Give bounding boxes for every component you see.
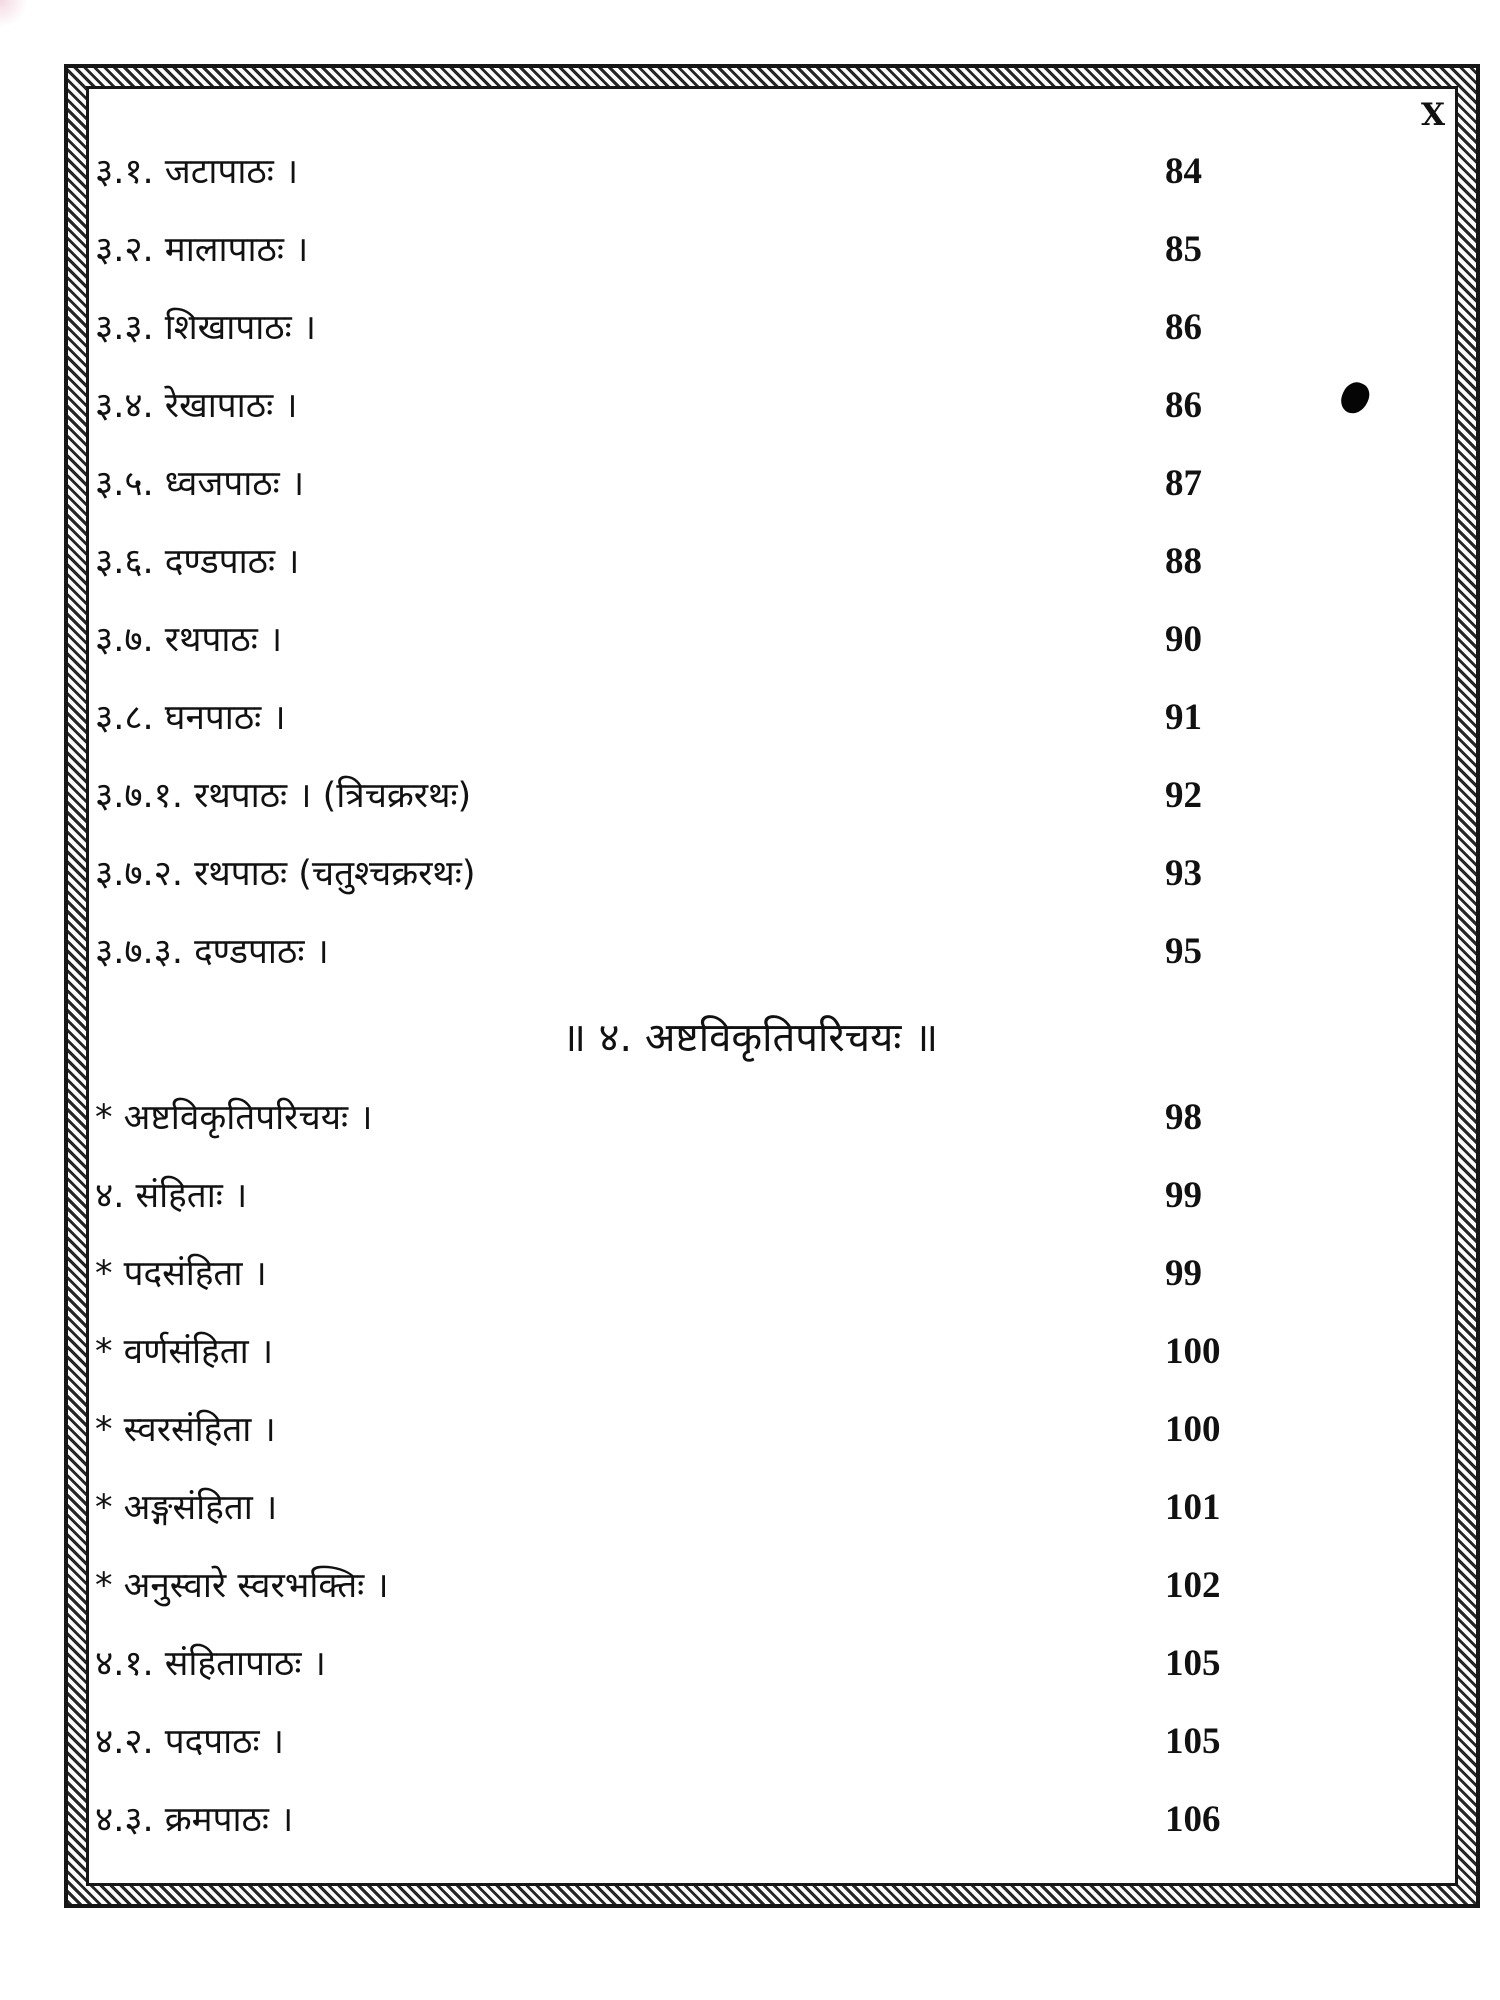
- toc-entry-page: 102: [1165, 1565, 1221, 1606]
- toc-entry-page: 101: [1165, 1487, 1221, 1528]
- toc-entry-label: ३.७.१. रथपाठः । (त्रिचक्ररथः): [95, 776, 472, 816]
- toc-entry-page: 86: [1165, 385, 1202, 426]
- toc-entry-page: 105: [1165, 1643, 1221, 1684]
- toc-entry-label: ३.७. रथपाठः ।: [95, 620, 283, 660]
- toc-entry-label: * अष्टविकृतिपरिचयः ।: [95, 1098, 373, 1138]
- toc-entry: [95, 142, 1395, 202]
- toc-entry-page: 87: [1165, 463, 1202, 504]
- toc-entry: [95, 844, 1395, 904]
- toc-entry-page: 100: [1165, 1331, 1221, 1372]
- toc-entry-label: ४.१. संहितापाठः ।: [95, 1644, 326, 1684]
- toc-entry: [95, 1166, 1395, 1226]
- toc-entry-label: ३.५. ध्वजपाठः ।: [95, 464, 305, 504]
- toc-entry-page: 99: [1165, 1175, 1202, 1216]
- toc-entry: [95, 454, 1395, 514]
- toc-entry: [95, 1634, 1395, 1694]
- toc-entry: [95, 1244, 1395, 1304]
- toc-entry: [95, 610, 1395, 670]
- toc-entry-label: ३.३. शिखापाठः ।: [95, 308, 317, 348]
- toc-entry-label: ४.३. क्रमपाठः ।: [95, 1800, 294, 1840]
- toc-entry-label: * पदसंहिता ।: [95, 1254, 267, 1294]
- toc-entry-page: 91: [1165, 697, 1202, 738]
- toc-entry-page: 88: [1165, 541, 1202, 582]
- toc-entry-label: ३.७.२. रथपाठः (चतुश्चक्ररथः): [95, 854, 476, 894]
- toc-entry-page: 86: [1165, 307, 1202, 348]
- toc-entry: [95, 1478, 1395, 1538]
- toc-entry-page: 100: [1165, 1409, 1221, 1450]
- toc-entry-label: * वर्णसंहिता ।: [95, 1332, 274, 1372]
- toc-entry: [95, 1712, 1395, 1772]
- toc-entry: [95, 1088, 1395, 1148]
- toc-entry-label: * अङ्गसंहिता ।: [95, 1488, 278, 1528]
- corner-shade: [0, 0, 28, 28]
- toc-entry-page: 90: [1165, 619, 1202, 660]
- toc-entry-page: 92: [1165, 775, 1202, 816]
- toc-entry-page: 85: [1165, 229, 1202, 270]
- toc-entry: [95, 220, 1395, 280]
- toc-entry: [95, 1322, 1395, 1382]
- toc-entry-label: ३.२. मालापाठः ।: [95, 230, 309, 270]
- section-heading: ॥ ४. अष्टविकृतिपरिचयः ॥: [561, 1015, 939, 1061]
- toc-entry-page: 98: [1165, 1097, 1202, 1138]
- toc-entry-label: * स्वरसंहिता ।: [95, 1410, 276, 1450]
- toc-entry-label: ३.८. घनपाठः ।: [95, 698, 286, 738]
- toc-entry-page: 84: [1165, 151, 1202, 192]
- toc-entry-label: ३.७.३. दण्डपाठः ।: [95, 932, 329, 972]
- page-number: X: [1420, 97, 1445, 133]
- toc-entry-label: ३.४. रेखापाठः ।: [95, 386, 298, 426]
- toc-entry-label: ४.२. पदपाठः ।: [95, 1722, 284, 1762]
- toc-entry: [95, 376, 1395, 436]
- toc-entry-page: 93: [1165, 853, 1202, 894]
- toc-entry: [95, 1400, 1395, 1460]
- toc-entry-label: * अनुस्वारे स्वरभक्तिः ।: [95, 1566, 389, 1606]
- toc-entry: [95, 298, 1395, 358]
- toc-entry: [95, 688, 1395, 748]
- toc-entry-label: ३.६. दण्डपाठः ।: [95, 542, 300, 582]
- toc-entry-page: 106: [1165, 1799, 1221, 1840]
- toc-entry-label: ४. संहिताः ।: [95, 1176, 248, 1216]
- toc-entry: [95, 1556, 1395, 1616]
- toc-entry: [95, 532, 1395, 592]
- toc-entry-page: 95: [1165, 931, 1202, 972]
- toc-entry-page: 105: [1165, 1721, 1221, 1762]
- toc-entry: [95, 766, 1395, 826]
- toc-entry: [95, 922, 1395, 982]
- toc-entry-label: ३.१. जटापाठः ।: [95, 152, 299, 192]
- toc-entry: [95, 1790, 1395, 1850]
- toc-entry-page: 99: [1165, 1253, 1202, 1294]
